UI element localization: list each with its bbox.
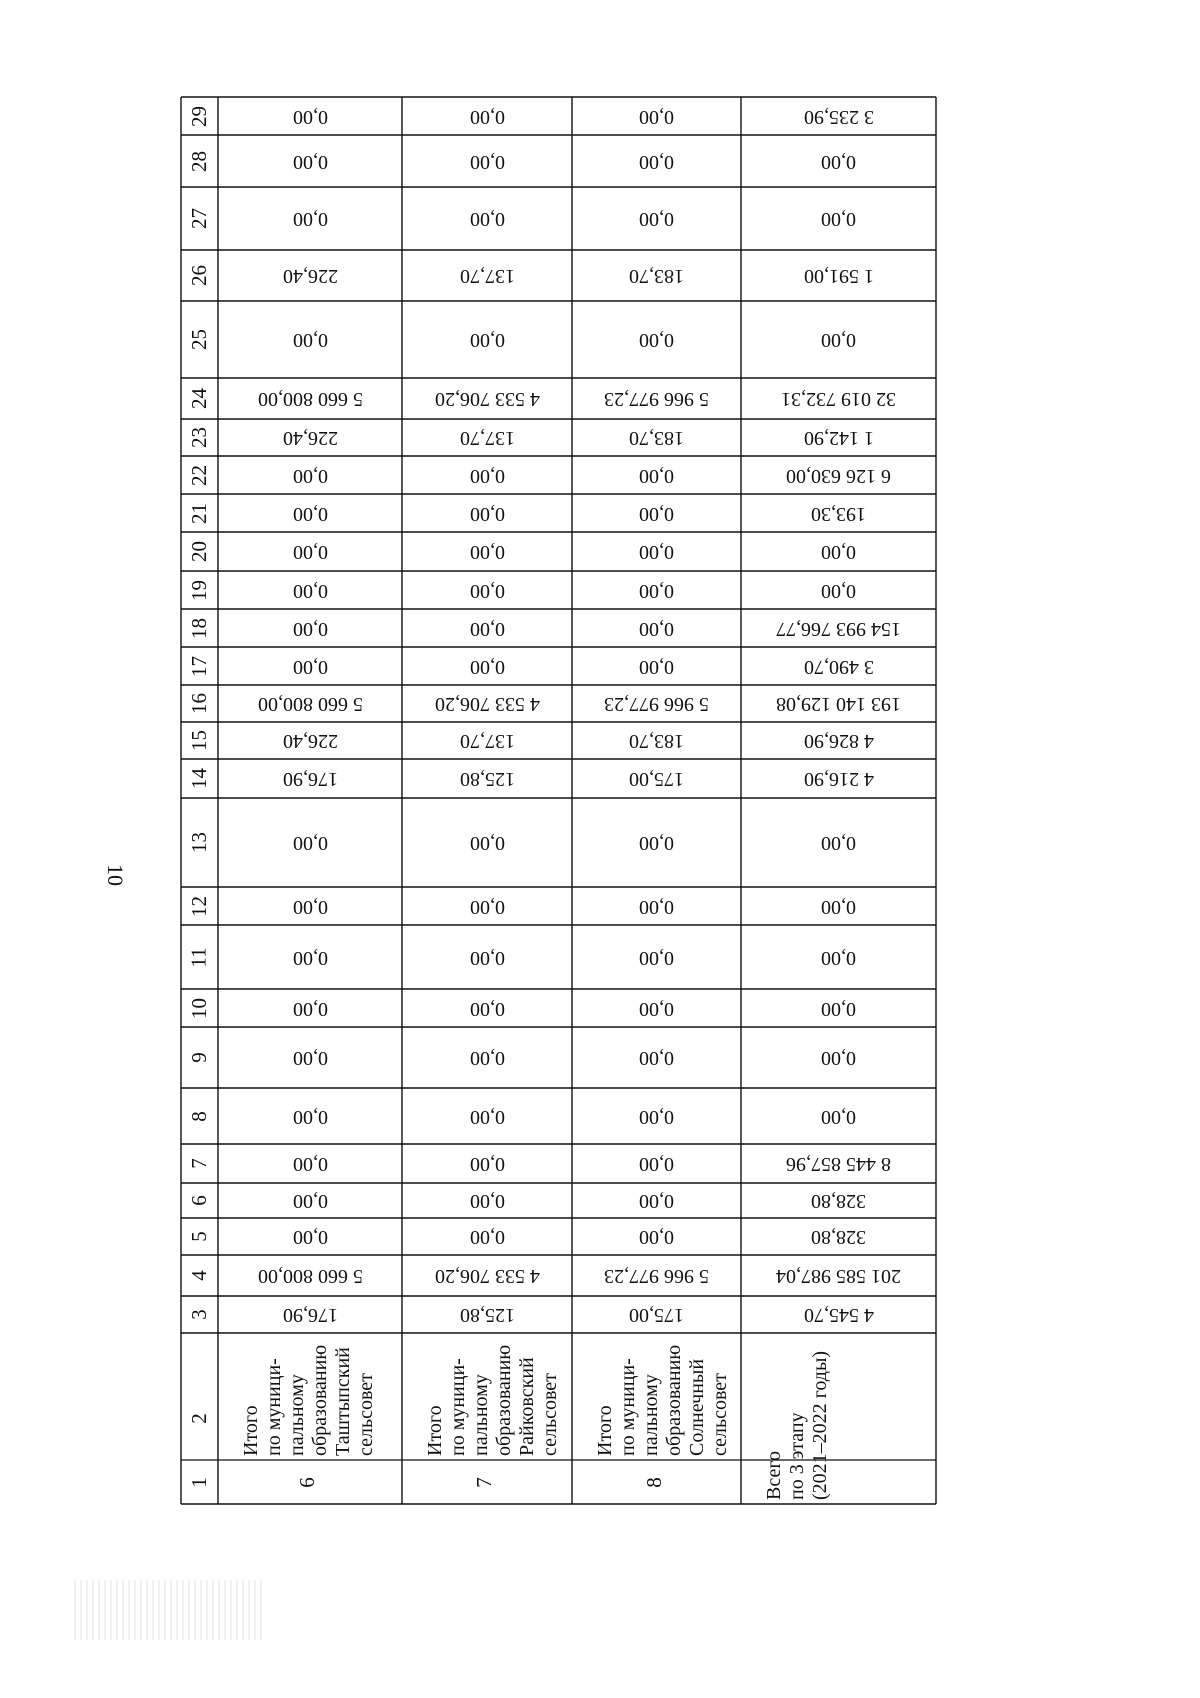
- column-number-19: [181, 571, 218, 609]
- row-2-col-19-text: 0,00: [469, 579, 505, 602]
- row-2-col-20: [402, 532, 572, 571]
- row-4-col-4: [741, 1255, 936, 1296]
- row-4-col-25-text: 0,00: [821, 329, 856, 351]
- row-1-col-8: [218, 1088, 402, 1144]
- row-4-col-19: [741, 571, 936, 609]
- row-3-col-11-text: 0,00: [639, 946, 674, 969]
- row-3-col-10: [572, 989, 741, 1027]
- row-2-col-19: [402, 571, 572, 609]
- row-3-label: Итого по муници- пальному образованию Солнечный сельсовет: [594, 1344, 731, 1456]
- column-number-23: [181, 419, 218, 456]
- column-number-28-text: 28: [187, 150, 211, 172]
- row-2-col-18-text: 0,00: [469, 617, 505, 640]
- column-number-4: [181, 1255, 218, 1296]
- row-2-col-11-text: 0,00: [469, 946, 505, 969]
- column-number-7: [181, 1144, 218, 1183]
- row-2-col-6-text: 0,00: [469, 1190, 505, 1212]
- row-4-col-23-text: 1 142,90: [803, 427, 874, 449]
- row-4-col-6: [741, 1183, 936, 1218]
- column-number-22-text: 22: [187, 464, 211, 486]
- row-4-col-22-text: 6 126 630,00: [786, 464, 891, 487]
- row-2-col-10: [402, 989, 572, 1027]
- row-3-label-cell: [572, 1333, 741, 1504]
- row-3-col-19: [572, 571, 741, 609]
- column-number-14-text: 14: [187, 768, 211, 789]
- row-4-col-8-text: 0,00: [821, 1105, 856, 1128]
- column-number-18: [181, 609, 218, 647]
- row-4-col-28-text: 0,00: [821, 150, 856, 173]
- column-number-11: [181, 925, 218, 989]
- row-1-col-7: [218, 1144, 402, 1183]
- column-number-6: [181, 1183, 218, 1218]
- row-4-col-13: [741, 798, 936, 887]
- row-1-col-10: [218, 989, 402, 1027]
- row-4-col-28: [741, 135, 936, 187]
- column-number-2-text: 2: [187, 1413, 211, 1424]
- row-1-col-13-text: 0,00: [292, 832, 328, 854]
- row-2-col-16: [402, 685, 572, 722]
- row-1-label: Итого по муници- пальному образованию Таштыпский сельсовет: [240, 1344, 377, 1456]
- row-2-label: Итого по муници- пальному образованию Райковский сельсовет: [424, 1344, 561, 1456]
- column-number-5-text: 5: [187, 1231, 211, 1242]
- row-3-col-28-text: 0,00: [639, 150, 674, 173]
- row-1-col-23: [218, 419, 402, 456]
- column-number-20-text: 20: [187, 541, 211, 562]
- row-2-col-12-text: 0,00: [469, 895, 505, 918]
- row-2-col-22-text: 0,00: [469, 464, 505, 487]
- row-4-col-8: [741, 1088, 936, 1144]
- row-2-col-7-text: 0,00: [469, 1153, 505, 1175]
- row-2-col-3-text: 125,80: [459, 1304, 515, 1326]
- row-3-col-29: [572, 97, 741, 135]
- row-1-col-21-text: 0,00: [292, 502, 328, 525]
- row-1-label-cell: [218, 1333, 402, 1504]
- row-3-col-12-text: 0,00: [639, 895, 674, 918]
- row-3-col-12: [572, 887, 741, 925]
- row-3-col-16: [572, 685, 741, 722]
- column-number-21-text: 21: [187, 502, 211, 524]
- row-1-col-3-text: 176,90: [282, 1304, 338, 1326]
- row-4-col-21: [741, 494, 936, 532]
- row-4-col-23: [741, 419, 936, 456]
- row-2-col-5-text: 0,00: [469, 1226, 505, 1248]
- row-1-col-13: [218, 798, 402, 887]
- column-number-24-text: 24: [187, 388, 211, 409]
- row-1-col-18-text: 0,00: [292, 617, 328, 640]
- row-4-col-29-text: 3 235,90: [803, 105, 874, 128]
- row-2-col-13: [402, 798, 572, 887]
- row-3-col-25-text: 0,00: [639, 329, 674, 351]
- row-1-col-4-text: 5 660 800,00: [257, 1265, 363, 1287]
- row-1-col-14-text: 176,90: [282, 768, 338, 790]
- row-1-col-29-text: 0,00: [292, 105, 328, 128]
- row-1-col-8-text: 0,00: [292, 1105, 328, 1128]
- row-3-col-25: [572, 301, 741, 378]
- row-3-col-21-text: 0,00: [639, 502, 674, 525]
- column-number-5: [181, 1218, 218, 1255]
- row-2-col-8-text: 0,00: [469, 1105, 505, 1128]
- row-1-col-20: [218, 532, 402, 571]
- row-4-col-16: [741, 685, 936, 722]
- row-3-col-18-text: 0,00: [639, 617, 674, 640]
- row-1-col-15: [218, 722, 402, 759]
- row-1-col-24: [218, 378, 402, 419]
- row-3-col-22: [572, 456, 741, 494]
- column-number-10-text: 10: [187, 997, 211, 1019]
- column-number-14: [181, 759, 218, 798]
- row-2-col-9-text: 0,00: [469, 1047, 505, 1069]
- row-1-col-12-text: 0,00: [292, 895, 328, 918]
- row-2-col-14-text: 125,80: [459, 768, 515, 790]
- row-4-col-17-text: 3 490,70: [803, 655, 874, 678]
- row-4-col-9-text: 0,00: [821, 1047, 856, 1069]
- row-4-col-3-text: 4 545,70: [803, 1304, 874, 1326]
- row-4-col-3: [741, 1296, 936, 1333]
- column-number-15-text: 15: [187, 730, 211, 751]
- row-2-col-21: [402, 494, 572, 532]
- row-4-col-14: [741, 759, 936, 798]
- row-1-col-15-text: 226,40: [282, 730, 338, 752]
- column-number-29: [181, 97, 218, 135]
- column-number-26-text: 26: [187, 265, 211, 286]
- row-4-col-10-text: 0,00: [821, 997, 856, 1020]
- row-1-col-22-text: 0,00: [292, 464, 328, 487]
- row-2-col-7: [402, 1144, 572, 1183]
- column-number-6-text: 6: [187, 1195, 211, 1206]
- row-2-col-25: [402, 301, 572, 378]
- row-4-col-12: [741, 887, 936, 925]
- row-2-col-16-text: 4 533 706,20: [434, 693, 540, 715]
- column-number-19-text: 19: [187, 579, 211, 601]
- row-3-col-20: [572, 532, 741, 571]
- row-1-col-27: [218, 187, 402, 250]
- column-number-29-text: 29: [187, 105, 211, 127]
- row-4-col-10: [741, 989, 936, 1027]
- row-1-col-12: [218, 887, 402, 925]
- row-2-label-cell: [402, 1333, 572, 1504]
- row-4-col-4-text: 201 585 987,04: [776, 1265, 901, 1287]
- row-3-col-5: [572, 1218, 741, 1255]
- row-2-col-28: [402, 135, 572, 187]
- row-4-col-18: [741, 609, 936, 647]
- row-3-col-7-text: 0,00: [639, 1153, 674, 1175]
- row-2-col-14: [402, 759, 572, 798]
- row-4-col-15-text: 4 826,90: [803, 730, 874, 752]
- column-number-16: [181, 685, 218, 722]
- row-2-col-23: [402, 419, 572, 456]
- row-3-col-22-text: 0,00: [639, 464, 674, 487]
- row-3-col-20-text: 0,00: [639, 541, 674, 563]
- row-2-col-10-text: 0,00: [469, 997, 505, 1020]
- row-4-col-26: [741, 250, 936, 301]
- column-number-10: [181, 989, 218, 1027]
- row-4-col-11-text: 0,00: [821, 946, 856, 969]
- row-1-col-17-text: 0,00: [292, 655, 328, 678]
- row-3-col-9-text: 0,00: [639, 1047, 674, 1069]
- column-number-13-text: 13: [187, 832, 211, 853]
- row-4-col-24: [741, 378, 936, 419]
- row-1-col-16-text: 5 660 800,00: [257, 693, 363, 715]
- row-3-col-26: [572, 250, 741, 301]
- row-3-col-13: [572, 798, 741, 887]
- row-1-col-26: [218, 250, 402, 301]
- row-1-col-26-text: 226,40: [282, 265, 338, 287]
- row-1-col-7-text: 0,00: [292, 1153, 328, 1175]
- row-3-col-14: [572, 759, 741, 798]
- row-1-col-20-text: 0,00: [292, 541, 328, 563]
- row-4-col-17: [741, 647, 936, 685]
- row-4-col-16-text: 193 140 129,08: [776, 693, 901, 715]
- row-1-col-3: [218, 1296, 402, 1333]
- column-number-12: [181, 887, 218, 925]
- row-2-col-4-text: 4 533 706,20: [434, 1265, 540, 1287]
- row-1-col-5-text: 0,00: [292, 1226, 328, 1248]
- row-4-label-cell: [741, 1333, 936, 1504]
- row-2-col-28-text: 0,00: [469, 150, 505, 173]
- row-3-col-15-text: 183,70: [629, 730, 684, 752]
- row-2-col-17-text: 0,00: [469, 655, 505, 678]
- row-4-col-26-text: 1 591,00: [803, 265, 874, 287]
- row-3-col-24-text: 5 966 977,23: [604, 388, 709, 410]
- row-3-col-7: [572, 1144, 741, 1183]
- row-1-col-25-text: 0,00: [292, 329, 328, 351]
- row-1-col-6-text: 0,00: [292, 1190, 328, 1212]
- column-number-25: [181, 301, 218, 378]
- row-4-col-25: [741, 301, 936, 378]
- column-number-26: [181, 250, 218, 301]
- row-2-col-25-text: 0,00: [469, 329, 505, 351]
- row-4-col-27: [741, 187, 936, 250]
- row-3-col-27: [572, 187, 741, 250]
- row-3-col-3-text: 175,00: [629, 1304, 684, 1326]
- column-number-21: [181, 494, 218, 532]
- row-2-col-9: [402, 1027, 572, 1088]
- column-number-4-text: 4: [187, 1270, 211, 1281]
- row-4-col-11: [741, 925, 936, 989]
- row-3-col-5-text: 0,00: [639, 1226, 674, 1248]
- column-number-13: [181, 798, 218, 887]
- column-number-3-text: 3: [187, 1309, 211, 1320]
- column-number-24: [181, 378, 218, 419]
- row-2-col-13-text: 0,00: [469, 832, 505, 854]
- row-2-col-18: [402, 609, 572, 647]
- row-3-col-15: [572, 722, 741, 759]
- row-4-col-7-text: 8 445 857,96: [786, 1153, 891, 1175]
- column-number-8-text: 8: [187, 1110, 211, 1122]
- row-4-col-20-text: 0,00: [821, 541, 856, 563]
- row-4-col-19-text: 0,00: [821, 579, 856, 602]
- row-4-col-18-text: 154 993 766,77: [776, 617, 901, 640]
- row-1-col-18: [218, 609, 402, 647]
- row-2-col-26: [402, 250, 572, 301]
- row-2-col-17: [402, 647, 572, 685]
- row-3-col-24: [572, 378, 741, 419]
- row-4-col-21-text: 193,30: [811, 502, 866, 525]
- row-3-col-18: [572, 609, 741, 647]
- row-3-number: 8: [641, 1477, 666, 1488]
- column-number-15: [181, 722, 218, 759]
- row-2-col-3: [402, 1296, 572, 1333]
- row-3-col-29-text: 0,00: [639, 105, 674, 128]
- column-number-23-text: 23: [187, 427, 211, 448]
- row-3-col-6-text: 0,00: [639, 1190, 674, 1212]
- row-1-col-9: [218, 1027, 402, 1088]
- row-2-col-5: [402, 1218, 572, 1255]
- row-2-col-15-text: 137,70: [459, 730, 515, 752]
- row-2-col-26-text: 137,70: [459, 265, 515, 287]
- row-1-col-19: [218, 571, 402, 609]
- row-3-col-4: [572, 1255, 741, 1296]
- page-number: 10: [103, 864, 128, 886]
- row-1-col-21: [218, 494, 402, 532]
- row-1-col-10-text: 0,00: [292, 997, 328, 1020]
- row-1-col-27-text: 0,00: [292, 208, 328, 230]
- row-2-col-11: [402, 925, 572, 989]
- row-1-col-29: [218, 97, 402, 135]
- row-1-col-17: [218, 647, 402, 685]
- row-2-col-12: [402, 887, 572, 925]
- row-1-col-9-text: 0,00: [292, 1047, 328, 1069]
- row-2-col-27: [402, 187, 572, 250]
- row-3-col-4-text: 5 966 977,23: [604, 1265, 709, 1287]
- row-2-col-22: [402, 456, 572, 494]
- row-1-col-23-text: 226,40: [282, 427, 338, 449]
- row-4-col-13-text: 0,00: [821, 832, 856, 854]
- column-number-20: [181, 532, 218, 571]
- row-3-col-27-text: 0,00: [639, 208, 674, 230]
- row-3-col-17-text: 0,00: [639, 655, 674, 678]
- column-number-22: [181, 456, 218, 494]
- row-1-col-28: [218, 135, 402, 187]
- row-1-col-11: [218, 925, 402, 989]
- column-number-27: [181, 187, 218, 250]
- row-2-col-6: [402, 1183, 572, 1218]
- row-3-col-8: [572, 1088, 741, 1144]
- row-2-col-29: [402, 97, 572, 135]
- row-3-col-13-text: 0,00: [639, 832, 674, 854]
- row-1-col-25: [218, 301, 402, 378]
- row-1-col-19-text: 0,00: [292, 579, 328, 602]
- row-2-col-20-text: 0,00: [469, 541, 505, 563]
- row-4-col-27-text: 0,00: [821, 208, 856, 230]
- row-3-col-14-text: 175,00: [629, 768, 684, 790]
- column-number-12-text: 12: [187, 895, 211, 917]
- row-1-col-22: [218, 456, 402, 494]
- row-4-col-29: [741, 97, 936, 135]
- row-4-col-15: [741, 722, 936, 759]
- column-number-16-text: 16: [187, 693, 211, 714]
- column-number-1-text: 1: [187, 1476, 211, 1488]
- column-number-11-text: 11: [186, 946, 211, 968]
- row-4-col-22: [741, 456, 936, 494]
- row-2-col-15: [402, 722, 572, 759]
- column-number-9-text: 9: [187, 1052, 211, 1063]
- column-number-17: [181, 647, 218, 685]
- row-1-col-28-text: 0,00: [292, 150, 328, 173]
- row-3-col-9: [572, 1027, 741, 1088]
- column-number-25-text: 25: [187, 329, 211, 350]
- row-1-col-16: [218, 685, 402, 722]
- row-4-col-24-text: 32 019 732,31: [781, 388, 896, 410]
- row-1-col-11-text: 0,00: [292, 946, 328, 969]
- row-2-col-4: [402, 1255, 572, 1296]
- row-4-col-12-text: 0,00: [821, 895, 856, 918]
- row-2-col-21-text: 0,00: [469, 502, 505, 525]
- column-number-7-text: 7: [187, 1158, 211, 1169]
- row-2-col-27-text: 0,00: [469, 208, 505, 230]
- column-number-3: [181, 1296, 218, 1333]
- row-4-col-5-text: 328,80: [811, 1226, 866, 1248]
- row-3-col-16-text: 5 966 977,23: [604, 693, 709, 715]
- row-2-number: 7: [471, 1477, 496, 1488]
- row-4-col-5: [741, 1218, 936, 1255]
- column-number-8: [181, 1088, 218, 1144]
- row-2-col-24: [402, 378, 572, 419]
- row-4-col-14-text: 4 216,90: [803, 768, 874, 790]
- row-1-col-4: [218, 1255, 402, 1296]
- row-3-col-8-text: 0,00: [639, 1105, 674, 1128]
- column-number-17-text: 17: [187, 655, 211, 677]
- row-3-col-23: [572, 419, 741, 456]
- row-3-col-10-text: 0,00: [639, 997, 674, 1020]
- row-3-col-26-text: 183,70: [629, 265, 684, 287]
- row-3-col-11: [572, 925, 741, 989]
- row-4-label: Всего по 3 этапу (2021–2022 годы): [763, 1350, 831, 1500]
- row-1-col-14: [218, 759, 402, 798]
- row-4-col-6-text: 328,80: [811, 1190, 866, 1212]
- row-4-col-20: [741, 532, 936, 571]
- row-3-col-28: [572, 135, 741, 187]
- row-2-col-24-text: 4 533 706,20: [434, 388, 540, 410]
- row-4-col-7: [741, 1144, 936, 1183]
- column-number-9: [181, 1027, 218, 1088]
- row-4-col-9: [741, 1027, 936, 1088]
- row-1-col-5: [218, 1218, 402, 1255]
- row-3-col-21: [572, 494, 741, 532]
- column-number-1: [181, 1460, 218, 1504]
- row-2-col-23-text: 137,70: [459, 427, 515, 449]
- row-2-col-8: [402, 1088, 572, 1144]
- row-3-col-3: [572, 1296, 741, 1333]
- column-number-28: [181, 135, 218, 187]
- row-2-col-29-text: 0,00: [469, 105, 505, 128]
- row-3-col-23-text: 183,70: [629, 427, 684, 449]
- column-number-18-text: 18: [187, 617, 211, 639]
- scan-artifact: [74, 1580, 264, 1640]
- row-1-number: 6: [294, 1477, 319, 1488]
- row-3-col-19-text: 0,00: [639, 579, 674, 602]
- row-1-col-6: [218, 1183, 402, 1218]
- row-3-col-6: [572, 1183, 741, 1218]
- row-3-col-17: [572, 647, 741, 685]
- column-number-27-text: 27: [187, 208, 211, 229]
- row-1-col-24-text: 5 660 800,00: [257, 388, 363, 410]
